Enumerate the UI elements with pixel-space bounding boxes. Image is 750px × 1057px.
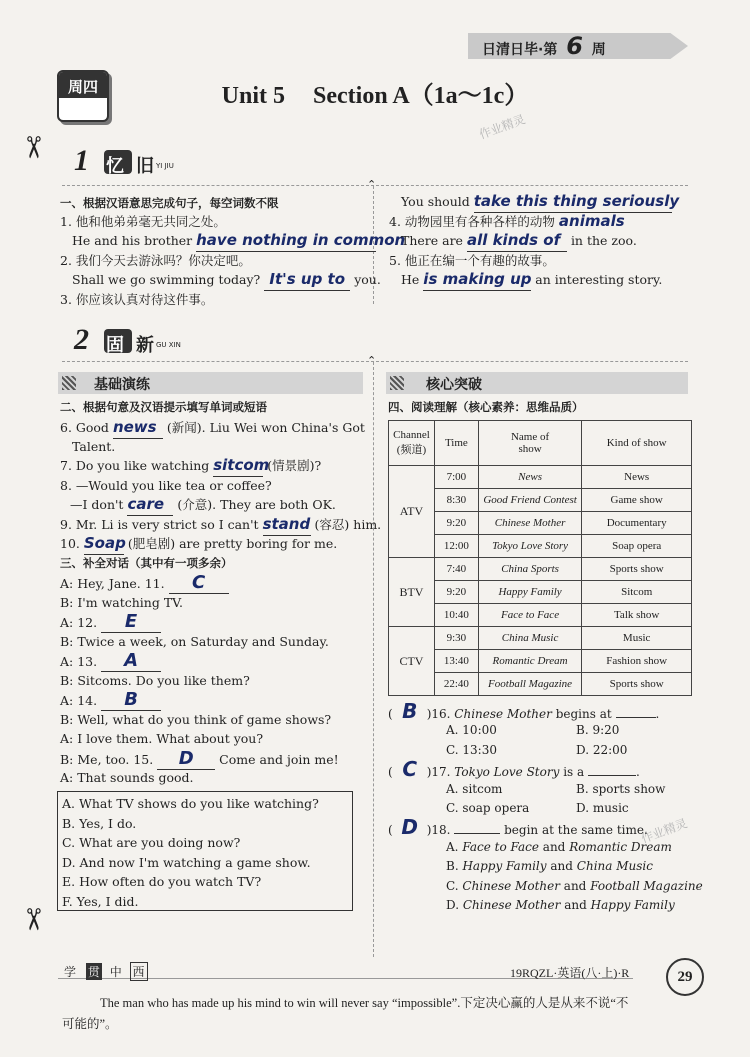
day-badge-label: 周四 xyxy=(67,78,98,96)
fold-mark-icon: ⌃ xyxy=(367,178,377,191)
q4-cn: 4. 动物园里有各种各样的动物 animals xyxy=(389,212,625,230)
week-banner-text: 日清日毕·第 6 周 xyxy=(482,32,606,60)
column-divider xyxy=(373,362,374,957)
option-item: A. What TV shows do you like watching? xyxy=(62,796,319,811)
table-row: 9:20 Happy Family Sitcom xyxy=(389,581,692,604)
q3-en: You should take this thing seriously xyxy=(401,192,672,213)
scissors-icon: ✂ xyxy=(15,906,51,933)
dialog-line-2: B: I'm watching TV. xyxy=(60,595,183,610)
q6-line2: Talent. xyxy=(72,439,116,454)
table-row: 10:40 Face to Face Talk show xyxy=(389,604,692,627)
table-row: 9:20 Chinese Mother Documentary xyxy=(389,512,692,535)
q17-option-d: D. music xyxy=(576,801,629,815)
basic-heading2: 二、根据句意及汉语提示填写单词或短语 xyxy=(60,400,267,414)
q11-answer: C xyxy=(169,573,229,594)
q16-option-c: C. 13:30 xyxy=(446,743,497,757)
dialog-line-4: B: Twice a week, on Saturday and Sunday. xyxy=(60,634,329,649)
q18-stem: ( D )18. begin at the same time. xyxy=(388,815,648,839)
q16-option-a: A. 10:00 xyxy=(446,723,497,737)
q4-answer: all kinds of xyxy=(467,231,567,252)
q17-option-c: C. soap opera xyxy=(446,801,530,815)
q5-answer: is making up xyxy=(423,270,531,291)
table-header-time: Time xyxy=(434,421,478,466)
basic-banner: 基础演练 xyxy=(58,372,363,394)
footer-quote-line2: 可能的”。 xyxy=(62,1017,118,1031)
watermark: 作业精灵 xyxy=(477,112,528,142)
q4-en: There are all kinds of in the zoo. xyxy=(401,231,637,252)
q17-option-b: B. sports show xyxy=(576,782,666,796)
q7: 7. Do you like watching sitcom (情景剧)? xyxy=(60,456,321,477)
option-item: D. And now I'm watching a game show. xyxy=(62,854,311,870)
dialog-line-8: B: Well, what do you think of game shows? xyxy=(60,712,332,727)
q17-stem: ( C )17. Tokyo Love Story is a . xyxy=(388,757,640,781)
tv-schedule-table xyxy=(388,420,692,696)
q3-cn: 3. 你应该认真对待这件事。 xyxy=(60,292,214,307)
table-row: 22:40 Football Magazine Sports show xyxy=(389,673,692,696)
option-item: E. How often do you watch TV? xyxy=(62,874,262,889)
q14-answer: B xyxy=(101,690,161,711)
q6-answer: news xyxy=(113,418,163,439)
q1-cn: 1. 他和他弟弟毫无共同之处。 xyxy=(60,214,226,229)
q8-answer: care xyxy=(127,495,173,516)
q2-answer: It's up to xyxy=(264,270,350,291)
dialog-line-9: A: I love them. What about you? xyxy=(60,731,264,746)
dialog-line-7: A: 14. B xyxy=(60,690,161,711)
table-row: ATV 7:00 News News xyxy=(389,466,692,489)
q15-answer: D xyxy=(157,749,215,770)
review-heading: 一、根据汉语意思完成句子，每空词数不限 xyxy=(60,196,279,210)
q18-option-c: C. Chinese Mother and Football Magazine xyxy=(446,879,703,893)
q17-option-a: A. sitcom xyxy=(446,782,503,796)
table-row: BTV 7:40 China Sports Sports show xyxy=(389,558,692,581)
q9: 9. Mr. Li is very strict so I can't stand (容忍) him. xyxy=(60,515,381,536)
q5-cn: 5. 他正在编一个有趣的故事。 xyxy=(389,253,555,268)
q7-answer: sitcom xyxy=(213,456,263,477)
table-row: CTV 9:30 China Music Music xyxy=(389,627,692,650)
dialog-line-10: B: Me, too. 15. D Come and join me! xyxy=(60,748,339,769)
table-header-name: Name of show xyxy=(478,421,582,466)
options-box xyxy=(57,791,353,911)
q18-option-d: D. Chinese Mother and Happy Family xyxy=(446,898,675,912)
table-row: 8:30 Good Friend Contest Game show xyxy=(389,489,692,512)
q10-answer: Soap xyxy=(84,534,124,555)
q3-answer: take this thing seriously xyxy=(474,192,672,213)
q8-line1: 8. —Would you like tea or coffee? xyxy=(60,478,272,493)
q2-cn: 2. 我们今天去游泳吗？你决定吧。 xyxy=(60,253,251,268)
q16-option-d: D. 22:00 xyxy=(576,743,628,757)
table-row: 12:00 Tokyo Love Story Soap opera xyxy=(389,535,692,558)
q18-option-a: A. Face to Face and Romantic Dream xyxy=(446,840,672,854)
channel-cell: BTV xyxy=(389,558,435,627)
page-number: 29 xyxy=(666,958,704,996)
footer-quote: The man who has made up his mind to win will never say “impossible”.下定决心赢的人是从来不说“不 xyxy=(100,996,629,1010)
channel-cell: ATV xyxy=(389,466,435,558)
q16-answer: B xyxy=(402,699,418,723)
section-review-header: 1 忆 旧 YI JIU xyxy=(74,144,174,177)
basic-heading3: 三、补全对话（其中有一项多余） xyxy=(60,556,233,570)
core-heading4: 四、阅读理解（核心素养：思维品质） xyxy=(388,400,584,414)
q2-en: Shall we go swimming today? It's up to you. xyxy=(72,270,381,291)
q13-answer: A xyxy=(101,651,161,672)
q8-line2: —I don't care (介意). They are both OK. xyxy=(70,495,336,516)
q18-answer: D xyxy=(401,815,418,839)
page-title: Unit 5 Section A（1a～1c） xyxy=(221,83,529,109)
dialog-line-3: A: 12. E xyxy=(60,612,161,633)
table-header-channel: Channel (频道) xyxy=(389,421,435,466)
q18-option-b: B. Happy Family and China Music xyxy=(446,859,653,873)
channel-cell: CTV xyxy=(389,627,435,696)
dialog-line-6: B: Sitcoms. Do you like them? xyxy=(60,673,250,688)
watermark: 作业精灵 xyxy=(639,816,690,846)
option-item: B. Yes, I do. xyxy=(62,815,137,831)
q16-stem: ( B )16. Chinese Mother begins at . xyxy=(388,699,660,723)
q6: 6. Good news (新闻). Liu Wei won China's Got xyxy=(60,418,365,439)
core-banner: 核心突破 xyxy=(386,372,688,394)
footer-code: 19RQZL·英语(八·上)·R xyxy=(510,966,630,980)
option-item: C. What are you doing now? xyxy=(62,835,241,850)
q12-answer: E xyxy=(101,612,161,633)
fold-mark-icon: ⌃ xyxy=(367,354,377,367)
option-item: F. Yes, I did. xyxy=(62,893,139,909)
q4-answer-extra: animals xyxy=(558,212,625,230)
q17-answer: C xyxy=(402,757,418,781)
section-new-header: 2 固 新 GU XIN xyxy=(74,323,181,356)
q1-answer: have nothing in common xyxy=(196,231,376,252)
q5-en: He is making up an interesting story. xyxy=(401,270,662,291)
q9-answer: stand xyxy=(263,515,311,536)
scissors-icon: ✂ xyxy=(15,134,51,161)
dialog-line-11: A: That sounds good. xyxy=(60,770,194,785)
table-header-kind: Kind of show xyxy=(582,421,692,466)
table-row: 13:40 Romantic Dream Fashion show xyxy=(389,650,692,673)
q16-option-b: B. 9:20 xyxy=(576,723,620,737)
dialog-line-5: A: 13. A xyxy=(60,651,161,672)
week-number: 6 xyxy=(566,32,583,60)
q1-en: He and his brother have nothing in common xyxy=(72,231,376,252)
footer-brand: 学 贯 中 西 xyxy=(64,962,148,981)
dialog-line-1: A: Hey, Jane. 11. C xyxy=(60,573,229,594)
q10: 10. Soap (肥皂剧) are pretty boring for me. xyxy=(60,534,337,555)
